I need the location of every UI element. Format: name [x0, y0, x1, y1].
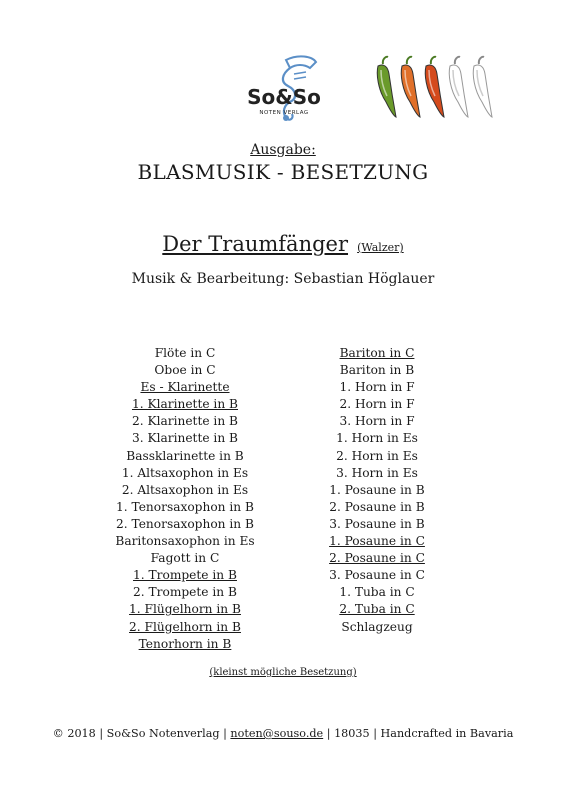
- part-item: 3. Klarinette in B: [131, 431, 239, 446]
- edition-label: Ausgabe:: [250, 142, 316, 158]
- part-item: 1. Tenorsaxophon in B: [116, 499, 254, 514]
- chili-pepper-icon: [449, 57, 468, 117]
- part-item: Flöte in C: [154, 346, 216, 360]
- piece-subtitle: (Walzer): [357, 241, 404, 254]
- part-item: Tenorhorn in B: [138, 636, 232, 651]
- footer-info: | 18035 | Handcrafted in Bavaria: [323, 727, 514, 740]
- footer: [0, 727, 566, 740]
- part-item: 2. Klarinette in B: [131, 414, 239, 429]
- publisher-logo: [246, 52, 324, 126]
- difficulty-rating: [370, 54, 496, 120]
- part-item: 2. Flügelhorn in B: [129, 619, 241, 634]
- part-item: 2. Posaune in C: [329, 551, 425, 566]
- part-item: Schlagzeug: [341, 619, 413, 634]
- footer-copyright: © 2018 | So&So Notenverlag |: [52, 727, 231, 740]
- part-item: Es - Klarinette: [140, 380, 230, 395]
- part-item: 2. Tuba in C: [339, 602, 415, 617]
- part-item: 3. Posaune in B: [329, 516, 425, 531]
- chili-pepper-icon: [401, 57, 420, 117]
- part-item: Bariton in C: [339, 346, 415, 360]
- part-item: 1. Horn in F: [339, 380, 415, 395]
- part-item: 2. Tenorsaxophon in B: [116, 516, 254, 531]
- footer-email-link[interactable]: noten@souso.de: [230, 727, 324, 740]
- part-item: Oboe in C: [154, 363, 216, 378]
- part-item: 2. Horn in F: [339, 397, 415, 412]
- part-item: 3. Horn in Es: [336, 465, 418, 480]
- part-item: 2. Posaune in B: [329, 499, 425, 514]
- composer-credit: Musik & Bearbeitung: Sebastian Höglauer: [131, 271, 435, 287]
- part-item: 2. Altsaxophon in Es: [121, 482, 249, 497]
- edition-title: BLASMUSIK - BESETZUNG: [137, 160, 429, 184]
- part-item: 3. Horn in F: [339, 414, 415, 429]
- part-item: Fagott in C: [150, 551, 220, 566]
- chili-pepper-icon: [473, 57, 492, 117]
- piece-title-row: [0, 232, 566, 256]
- part-item: 1. Klarinette in B: [131, 397, 239, 412]
- part-item: 2. Trompete in B: [133, 585, 237, 600]
- parts-list-right: [288, 345, 466, 636]
- part-item: 2. Horn in Es: [336, 448, 418, 463]
- chili-pepper-icon: [377, 57, 396, 117]
- part-item: 1. Flügelhorn in B: [129, 602, 241, 617]
- parts-list-left: [96, 345, 274, 653]
- logo-brand-text: So&So: [247, 85, 321, 109]
- part-item: 1. Altsaxophon in Es: [121, 465, 249, 480]
- logo-brand-subtext: NOTEN VERLAG: [259, 110, 309, 116]
- part-item: Bassklarinette in B: [126, 448, 244, 463]
- part-item: Baritonsaxophon in Es: [115, 534, 255, 549]
- part-item: 3. Posaune in C: [329, 568, 425, 583]
- part-item: 1. Posaune in C: [329, 534, 425, 549]
- part-item: 1. Posaune in B: [329, 482, 425, 497]
- chili-pepper-icon: [425, 57, 444, 117]
- piece-title: Der Traumfänger: [162, 232, 349, 256]
- part-item: 1. Trompete in B: [133, 568, 237, 583]
- part-item: Bariton in B: [339, 363, 415, 378]
- minimum-instrumentation-note: (kleinst mögliche Besetzung): [209, 667, 357, 678]
- part-item: 1. Tuba in C: [339, 585, 415, 600]
- part-item: 1. Horn in Es: [336, 431, 418, 446]
